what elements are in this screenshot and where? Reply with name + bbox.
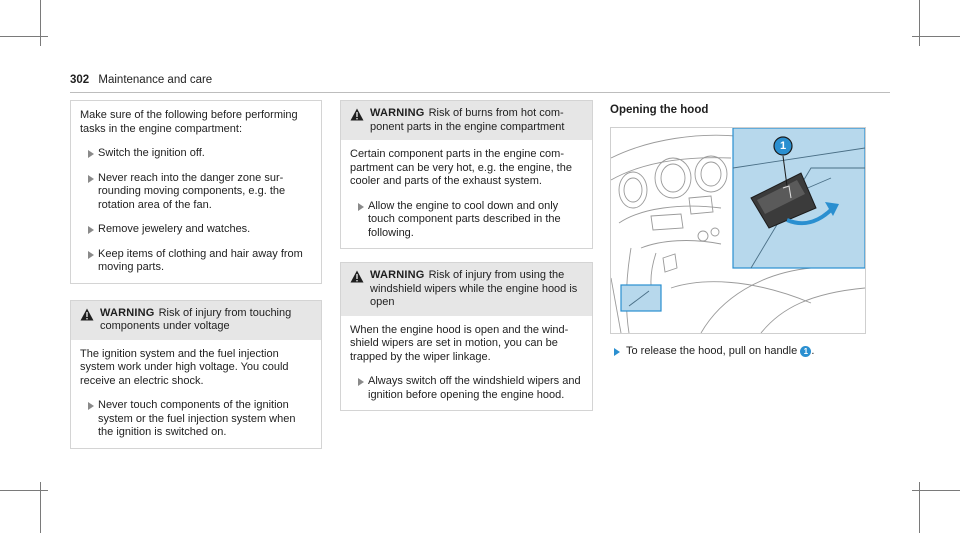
hood-release-illustration [610,127,866,334]
arrow-icon [358,203,364,211]
column-2 [340,100,593,411]
warning-box-voltage [70,300,322,449]
list-item: Remove jewelery and watches. [80,223,312,237]
dashboard-drawing [611,128,865,333]
header-divider [70,92,890,93]
list-item: Allow the engine to cool down and only touch component parts described in the following. [350,200,583,241]
crop-mark [40,0,41,46]
warning-label: WARNING [370,269,425,281]
warning-triangle-icon [80,308,94,321]
arrow-icon [88,402,94,410]
arrow-icon [88,226,94,234]
warning-title: Risk of burns from hot component parts in the engine compartment [370,107,565,133]
step-arrow-icon [614,348,620,356]
list-item: Keep items of clothing and hair away from moving parts. [80,248,312,275]
list-item: Always switch off the windshield wipers and ignition before opening the engine hood. [350,375,583,402]
arrow-icon [88,175,94,183]
column-1 [70,100,322,449]
arrow-icon [88,251,94,259]
warning-label: WARNING [370,107,425,119]
warning-body: Certain component parts in the engine compartment can be very hot, e.g. the engine, the cooler and parts of the exhaust system. [350,148,572,187]
arrow-icon [358,378,364,386]
preparation-box [70,100,322,284]
section-heading: Opening the hood [610,104,709,116]
preparation-intro: Make sure of the following before performing tasks in the engine compartment: [80,109,298,135]
instruction-step: To release the hood, pull on handle 1 . [610,345,865,359]
list-item: Switch the ignition off. [80,147,312,161]
warning-box-wipers [340,262,593,411]
crop-mark [40,482,41,533]
step-text: To release the hood, pull on handle [626,345,798,357]
warning-title: Risk of injury from touching components under voltage [100,306,292,332]
list-item: Never touch components of the ignition system or the fuel injection system when the ignition is switched on. [80,399,312,440]
warning-header [341,101,592,140]
warning-header [341,263,592,316]
warning-title: Risk of injury from using the windshield wipers while the engine hood is open [370,269,578,308]
crop-mark [919,482,920,533]
warning-box-burns [340,100,593,249]
warning-body: When the engine hood is open and the windshield wipers are set in motion, you can be trapped by the wiper linkage. [350,323,569,363]
warning-header [71,301,321,340]
warning-triangle-icon [350,108,364,121]
warning-triangle-icon [350,270,364,283]
warning-body: The ignition system and the fuel injection system work under high voltage. You could receive an electric shock. [80,347,289,387]
column-3 [610,100,865,116]
page-number: 302 [70,74,90,86]
arrow-icon [88,150,94,158]
crop-mark [919,0,920,46]
callout-number: 1 [779,140,787,152]
page-header [70,74,212,86]
section-title: Maintenance and care [98,74,213,86]
list-item: Never reach into the danger zone surrounding moving components, e.g. the rotation area of the fan. [80,172,312,213]
warning-label: WARNING [100,306,155,319]
handle-number-badge: 1 [800,346,811,357]
